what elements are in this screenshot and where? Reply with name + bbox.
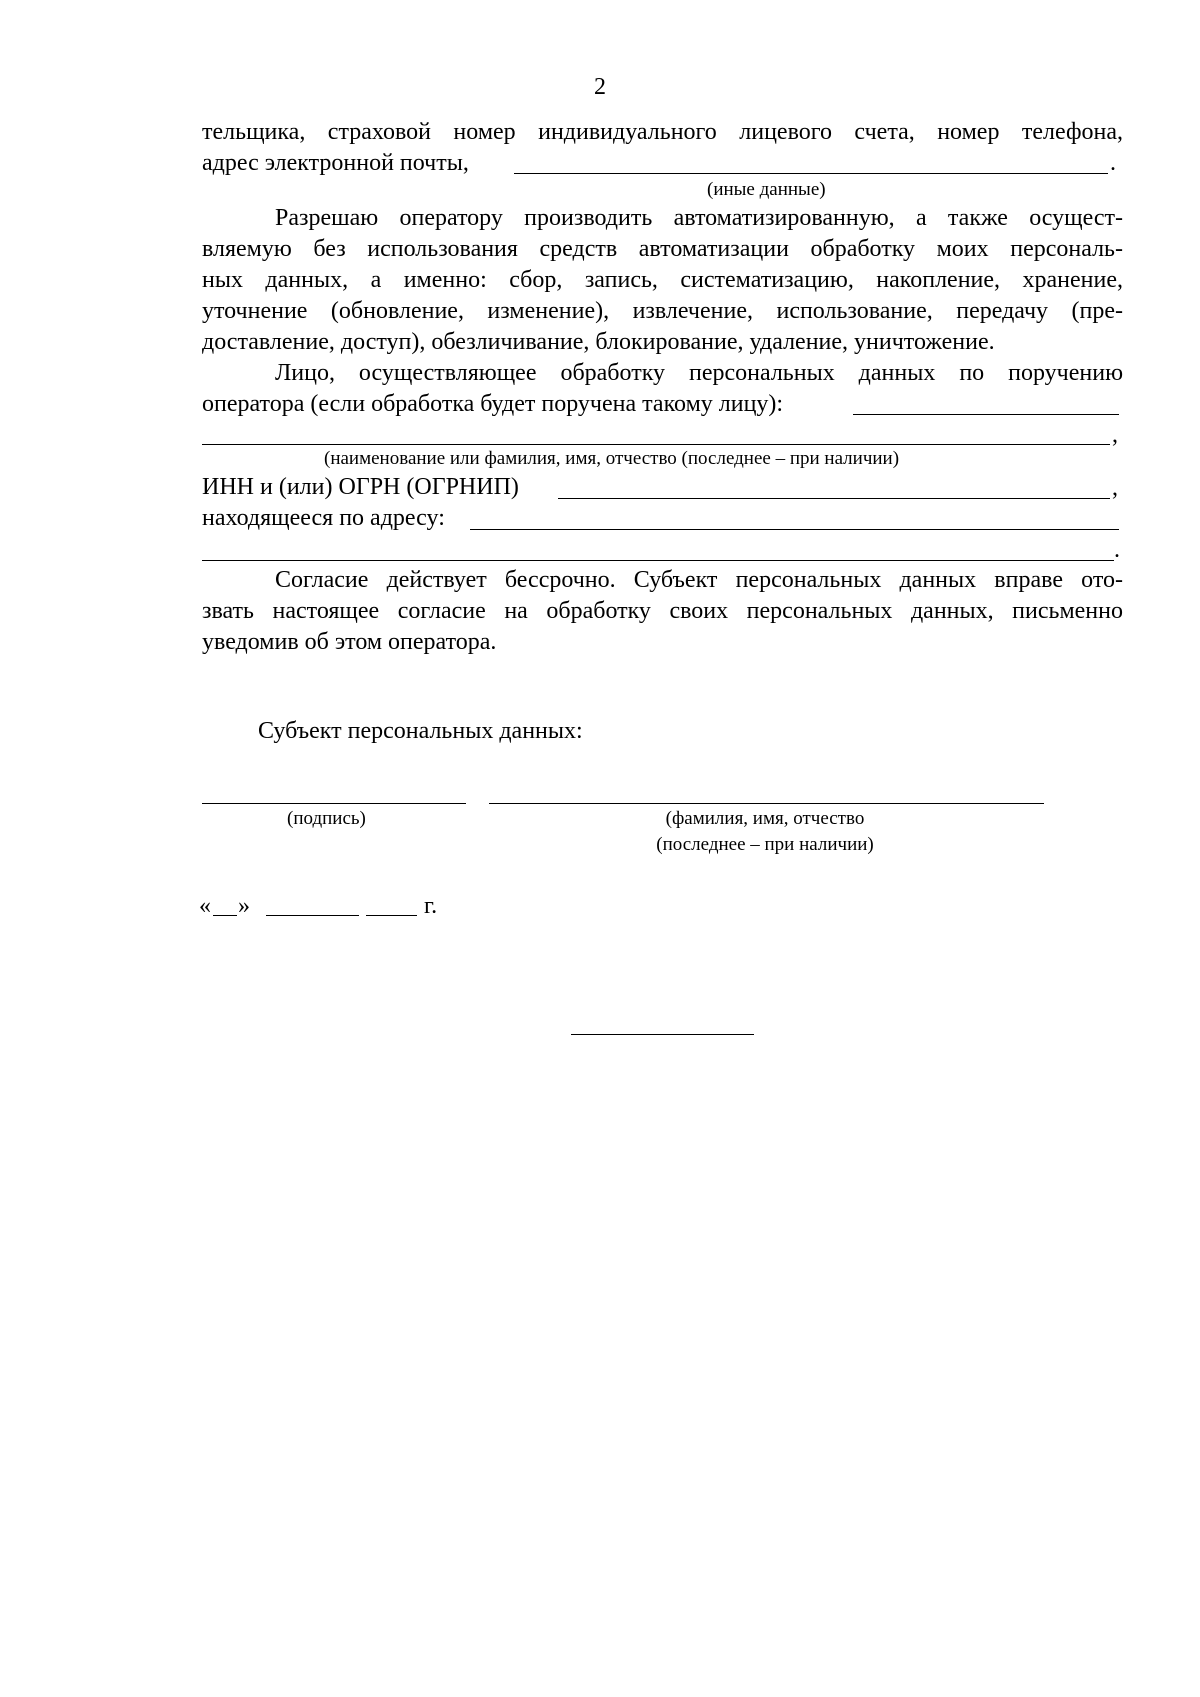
address-label: находящееся по адресу: — [202, 505, 445, 531]
para4-line3: уведомив об этом оператора. — [202, 629, 497, 655]
para3-line3-end: , — [1112, 422, 1118, 448]
page-number: 2 — [594, 74, 606, 100]
processor-name-field-a[interactable] — [853, 414, 1119, 415]
inn-end: , — [1112, 475, 1118, 501]
inn-label: ИНН и (или) ОГРН (ОГРНИП) — [202, 474, 519, 500]
inn-field[interactable] — [558, 498, 1110, 499]
other-data-caption: (иные данные) — [707, 179, 826, 200]
date-month-field[interactable] — [266, 915, 359, 916]
para4-line1: Согласие действует бессрочно. Субъект персональных данных вправе ото- — [275, 567, 1123, 593]
signature-caption: (подпись) — [287, 808, 366, 829]
para1-line1: тельщика, страховой номер индивидуального лицевого счета, номер телефона, — [202, 119, 1123, 145]
para3-line1: Лицо, осуществляющее обработку персональных данных по поручению — [275, 360, 1123, 386]
para2-line4: уточнение (обновление, изменение), извлечение, использование, передачу (пре- — [202, 298, 1123, 324]
para3-line2: оператора (если обработка будет поручена такому лицу): — [202, 391, 784, 417]
processor-name-field-b[interactable] — [202, 444, 1110, 445]
date-close-quote: » — [238, 893, 250, 919]
full-name-caption-line2: (последнее – при наличии) — [656, 834, 874, 855]
other-data-field[interactable] — [514, 173, 1108, 174]
para2-line1: Разрешаю оператору производить автоматизированную, а также осущест- — [275, 205, 1123, 231]
para2-line3: ных данных, а именно: сбор, запись, систематизацию, накопление, хранение, — [202, 267, 1123, 293]
address-field-b[interactable] — [202, 560, 1114, 561]
full-name-caption-line1: (фамилия, имя, отчество — [665, 808, 865, 829]
date-open-quote: « — [199, 893, 211, 919]
para2-line5: доставление, доступ), обезличивание, блокирование, удаление, уничтожение. — [202, 329, 995, 355]
para1-line2-label: адрес электронной почты, — [202, 150, 469, 176]
address-field-a[interactable] — [470, 529, 1119, 530]
subject-heading: Субъект персональных данных: — [258, 718, 583, 744]
address-end: . — [1114, 537, 1120, 563]
date-day-field[interactable] — [213, 915, 237, 916]
end-separator — [571, 1034, 754, 1035]
date-year-field[interactable] — [366, 915, 417, 916]
signature-field[interactable] — [202, 803, 466, 804]
date-year-suffix: г. — [424, 893, 438, 919]
para1-line2-end: . — [1110, 150, 1116, 176]
full-name-field[interactable] — [489, 803, 1044, 804]
para2-line2: вляемую без использования средств автоматизации обработку моих персональ- — [202, 236, 1123, 262]
para4-line2: звать настоящее согласие на обработку своих персональных данных, письменно — [202, 598, 1123, 624]
processor-name-caption: (наименование или фамилия, имя, отчество (последнее – при наличии) — [324, 448, 900, 469]
